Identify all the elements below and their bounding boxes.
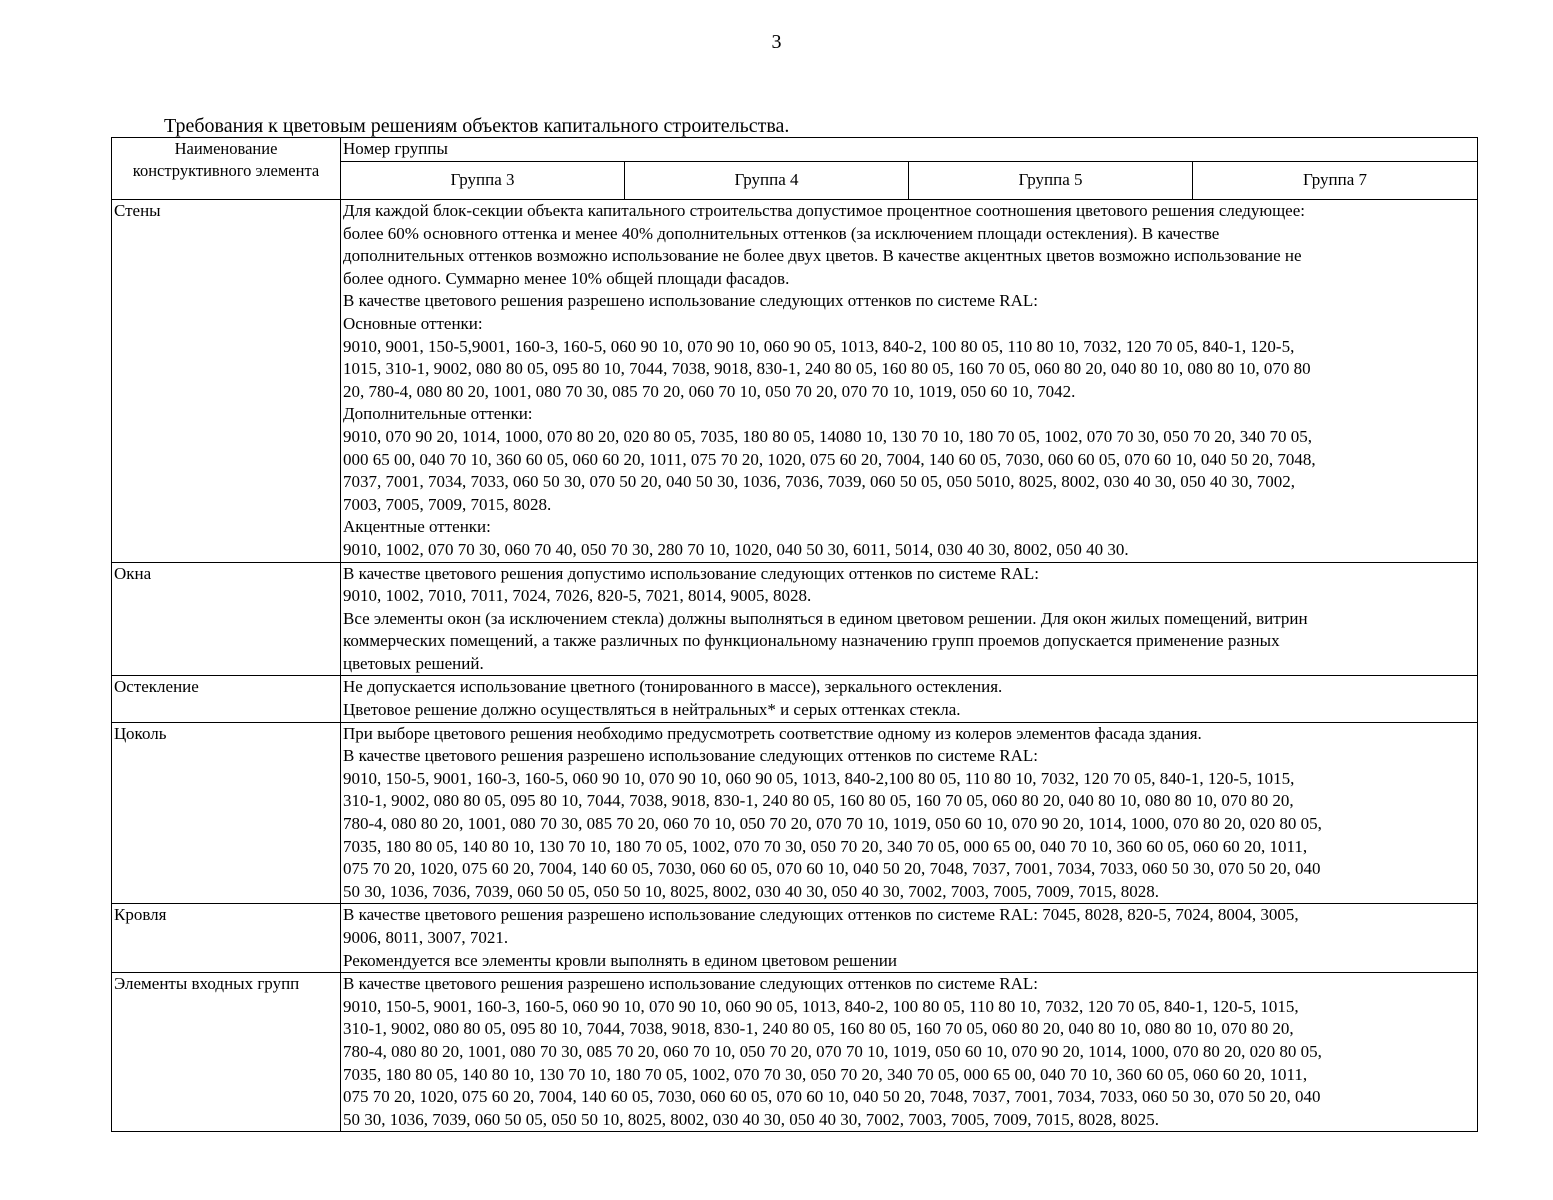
row-text-windows: [341, 562, 1478, 676]
page-number: 3: [771, 31, 782, 53]
color-requirements-table: [111, 137, 1478, 1132]
table-row: [112, 676, 1478, 722]
header-group-number: Номер группы: [341, 138, 1478, 162]
row-name-entrance-groups: Элементы входных групп: [112, 973, 341, 1132]
row-text-roof: [341, 904, 1478, 973]
row-name-windows: Окна: [112, 562, 341, 676]
cell-text: В качестве цветового решения разрешено использование следующих оттенков по системе RAL: 7045, 8028, 820-5, 7024, 8004, 3005, 9006, 8011, 3007, 7021. Рекомендуется все элементы кровли выполнять в едином цветовом решении: [343, 905, 1299, 970]
cell-text: Для каждой блок-секции объекта капитального строительства допустимое процентное соотношения цветового решения следующее: более 60% основного оттенка и менее 40% дополнительных оттенков (за исключением площади остекления). В качестве дополнительных оттенков возможно использование не более двух цветов. В качестве акцентных цветов возможно использование не более одного. Суммарно менее 10% общей площади фасадов. В качестве цветового решения разрешено использование следующих оттенков по системе RAL: Основные оттенки: 9010, 9001, 150-5,9001, 160-3, 160-5, 060 90 10, 070 90 10, 060 90 05, 1013, 840-2, 100 80 05, 110 80 10, 7032, 120 70 05, 840-1, 120-5, 1015, 310-1, 9002, 080 80 05, 095 80 10, 7044, 7038, 9018, 830-1, 240 80 05, 160 80 05, 160 70 05, 060 80 20, 040 80 10, 080 80 10, 070 80 20, 780-4, 080 80 20, 1001, 080 70 30, 085 70 20, 060 70 10, 050 70 20, 070 70 10, 1019, 050 60 10, 7042. Дополнительные оттенки: 9010, 070 90 20, 1014, 1000, 070 80 20, 020 80 05, 7035, 180 80 05, 14080 10, 130 70 10, 180 70 05, 1002, 070 70 30, 050 70 20, 340 70 05, 000 65 00, 040 70 10, 360 60 05, 060 60 20, 1011, 075 70 20, 1020, 075 60 20, 7004, 140 60 05, 7030, 060 60 05, 070 60 10, 040 50 20, 7048, 7037, 7001, 7034, 7033, 060 50 30, 070 50 20, 040 50 30, 1036, 7036, 7039, 060 50 05, 050 5010, 8025, 8002, 030 40 30, 050 40 30, 7002, 7003, 7005, 7009, 7015, 8028. Акцентные оттенки: 9010, 1002, 070 70 30, 060 70 40, 050 70 30, 280 70 10, 1020, 040 50 30, 6011, 5014, 030 40 30, 8002, 050 40 30.: [343, 201, 1316, 559]
header-group-3: Группа 3: [341, 162, 625, 200]
header-group-7: Группа 7: [1193, 162, 1478, 200]
cell-text: В качестве цветового решения разрешено использование следующих оттенков по системе RAL: 9010, 150-5, 9001, 160-3, 160-5, 060 90 10, 070 90 10, 060 90 05, 1013, 840-2, 100 80 05, 110 80 10, 7032, 120 70 05, 840-1, 120-5, 1015, 310-1, 9002, 080 80 05, 095 80 10, 7044, 7038, 9018, 830-1, 240 80 05, 160 80 05, 160 70 05, 060 80 20, 040 80 10, 080 80 10, 070 80 20, 780-4, 080 80 20, 1001, 080 70 30, 085 70 20, 060 70 10, 050 70 20, 070 70 10, 1019, 050 60 10, 070 90 20, 1014, 1000, 070 80 20, 020 80 05, 7035, 180 80 05, 140 80 10, 130 70 10, 180 70 05, 1002, 070 70 30, 050 70 20, 340 70 05, 000 65 00, 040 70 10, 360 60 05, 060 60 20, 1011, 075 70 20, 1020, 075 60 20, 7004, 140 60 05, 7030, 060 60 05, 070 60 10, 040 50 20, 7048, 7037, 7001, 7034, 7033, 060 50 30, 070 50 20, 040 50 30, 1036, 7039, 060 50 05, 050 50 10, 8025, 8002, 030 40 30, 050 40 30, 7002, 7003, 7005, 7009, 7015, 8028, 8025.: [343, 974, 1322, 1129]
row-text-glazing: [341, 676, 1478, 722]
row-name-walls: Стены: [112, 200, 341, 563]
document-title: Требования к цветовым решениям объектов капитального строительства.: [164, 115, 790, 137]
table-row: [112, 973, 1478, 1132]
row-name-glazing: Остекление: [112, 676, 341, 722]
cell-text: При выборе цветового решения необходимо предусмотреть соответствие одному из колеров элементов фасада здания. В качестве цветового решения разрешено использование следующих оттенков по системе RAL: 9010, 150-5, 9001, 160-3, 160-5, 060 90 10, 070 90 10, 060 90 05, 1013, 840-2,100 80 05, 110 80 10, 7032, 120 70 05, 840-1, 120-5, 1015, 310-1, 9002, 080 80 05, 095 80 10, 7044, 7038, 9018, 830-1, 240 80 05, 160 80 05, 160 70 05, 060 80 20, 040 80 10, 080 80 10, 070 80 20, 780-4, 080 80 20, 1001, 080 70 30, 085 70 20, 060 70 10, 050 70 20, 070 70 10, 1019, 050 60 10, 070 90 20, 1014, 1000, 070 80 20, 020 80 05, 7035, 180 80 05, 140 80 10, 130 70 10, 180 70 05, 1002, 070 70 30, 050 70 20, 340 70 05, 000 65 00, 040 70 10, 360 60 05, 060 60 20, 1011, 075 70 20, 1020, 075 60 20, 7004, 140 60 05, 7030, 060 60 05, 070 60 10, 040 50 20, 7048, 7037, 7001, 7034, 7033, 060 50 30, 070 50 20, 040 50 30, 1036, 7036, 7039, 060 50 05, 050 50 10, 8025, 8002, 030 40 30, 050 40 30, 7002, 7003, 7005, 7009, 7015, 8028.: [343, 723, 1322, 901]
table-row: [112, 200, 1478, 563]
header-group-4: Группа 4: [625, 162, 909, 200]
row-text-plinth: [341, 722, 1478, 904]
cell-text: В качестве цветового решения допустимо использование следующих оттенков по системе RAL: 9010, 1002, 7010, 7011, 7024, 7026, 820-5, 7021, 8014, 9005, 8028. Все элементы окон (за исключением стекла) должны выполняться в едином цветовом решении. Для окон жилых помещений, витрин коммерческих помещений, а также различных по функциональному назначению групп проемов допускается применение разных цветовых решений.: [343, 563, 1308, 673]
row-text-walls: [341, 200, 1478, 563]
row-name-roof: Кровля: [112, 904, 341, 973]
table-row: [112, 904, 1478, 973]
header-element-name: Наименование конструктивного элемента: [112, 138, 341, 200]
table-row: [112, 722, 1478, 904]
cell-text: Не допускается использование цветного (тонированного в массе), зеркального остекления. Цветовое решение должно осуществляться в нейтральных* и серых оттенках стекла.: [343, 677, 1003, 720]
row-text-entrance-groups: [341, 973, 1478, 1132]
header-group-5: Группа 5: [909, 162, 1193, 200]
table-row: [112, 562, 1478, 676]
row-name-plinth: Цоколь: [112, 722, 341, 904]
